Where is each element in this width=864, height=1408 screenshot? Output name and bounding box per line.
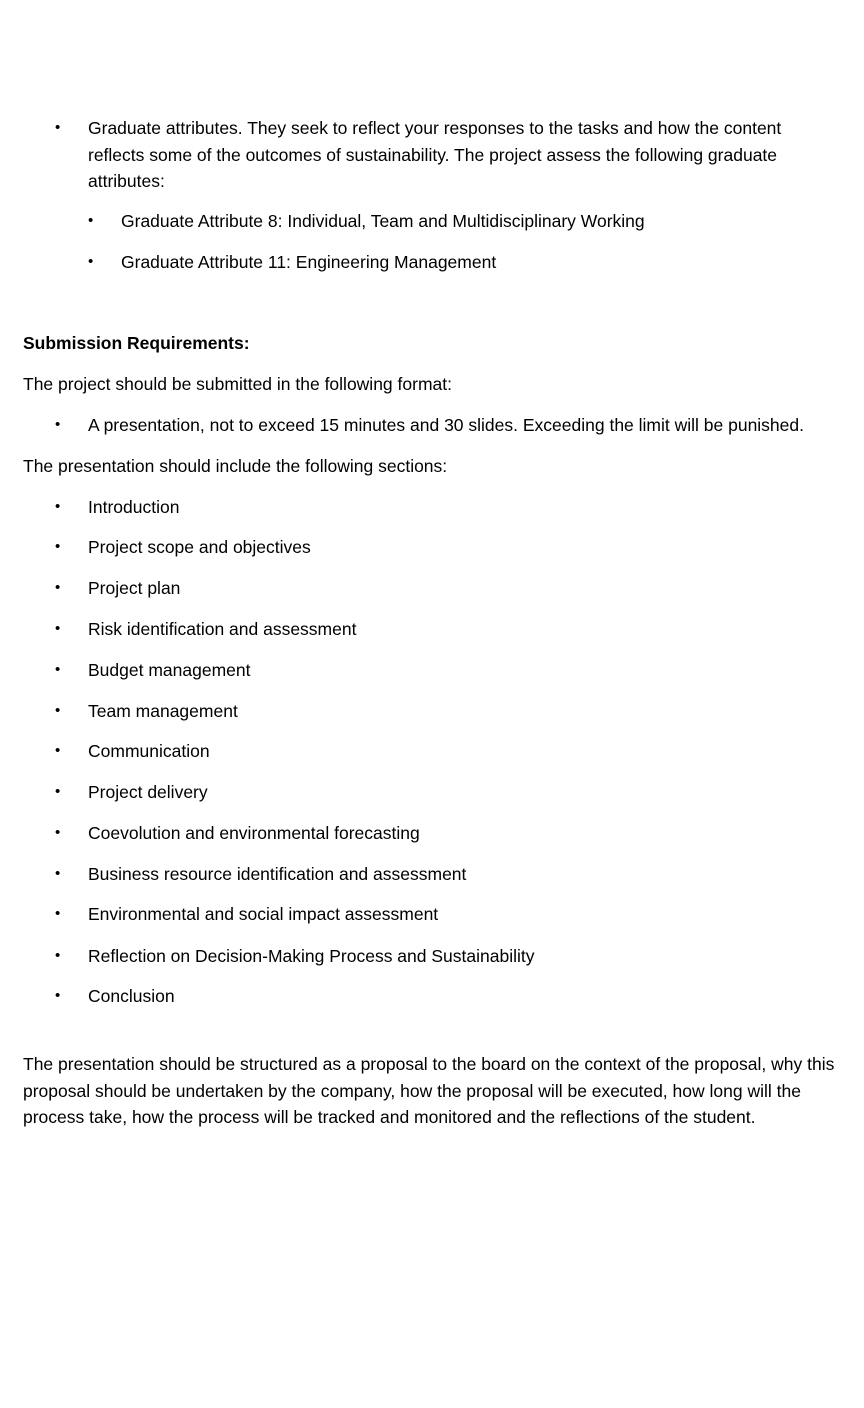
section-label: Coevolution and environmental forecasting [88, 823, 420, 843]
section-label: Business resource identification and assessment [88, 864, 467, 884]
graduate-attributes-text: Graduate attributes. They seek to reflect your responses to the tasks and how the content reflects some of the outcomes of sustainability. The project assess the following graduate attributes: [88, 118, 782, 191]
bullet-glyph: • [88, 212, 94, 229]
section-label: Project plan [88, 578, 181, 598]
bullet-glyph: • [55, 742, 61, 759]
section-label: Conclusion [88, 986, 175, 1006]
bullet-glyph: • [55, 579, 61, 596]
bullet-glyph: • [55, 947, 61, 964]
bullet-glyph: • [55, 620, 61, 637]
bullet-glyph: • [55, 702, 61, 719]
format-intro: The project should be submitted in the following format: [23, 374, 452, 394]
bullet-glyph: • [55, 498, 61, 515]
attribute-8-text: Graduate Attribute 8: Individual, Team and Multidisciplinary Working [121, 211, 645, 231]
bullet-glyph: • [55, 783, 61, 800]
section-label: Risk identification and assessment [88, 619, 357, 639]
submission-heading: Submission Requirements: [23, 333, 250, 353]
bullet-glyph: • [55, 416, 61, 433]
section-label: Introduction [88, 497, 180, 517]
section-label: Budget management [88, 660, 251, 680]
bullet-glyph: • [55, 824, 61, 841]
bullet-glyph: • [88, 253, 94, 270]
format-item-text: A presentation, not to exceed 15 minutes and 30 slides. Exceeding the limit will be punished. [88, 415, 804, 435]
section-label: Project delivery [88, 782, 208, 802]
sections-intro: The presentation should include the following sections: [23, 456, 448, 476]
closing-paragraph: The presentation should be structured as a proposal to the board on the context of the proposal, why this proposal should be undertaken by the company, how the proposal will be executed, how long will the process take, how the process will be tracked and monitored and the reflections of the student. [23, 1054, 835, 1127]
section-label: Project scope and objectives [88, 537, 311, 557]
bullet-glyph: • [55, 987, 61, 1004]
bullet-glyph: • [55, 661, 61, 678]
bullet-glyph: • [55, 905, 61, 922]
section-label: Reflection on Decision-Making Process and Sustainability [88, 946, 535, 966]
bullet-glyph: • [55, 119, 61, 136]
section-label: Communication [88, 741, 210, 761]
section-label: Team management [88, 701, 238, 721]
bullet-glyph: • [55, 865, 61, 882]
bullet-glyph: • [55, 538, 61, 555]
section-label: Environmental and social impact assessment [88, 904, 439, 924]
attribute-11-text: Graduate Attribute 11: Engineering Management [121, 252, 497, 272]
